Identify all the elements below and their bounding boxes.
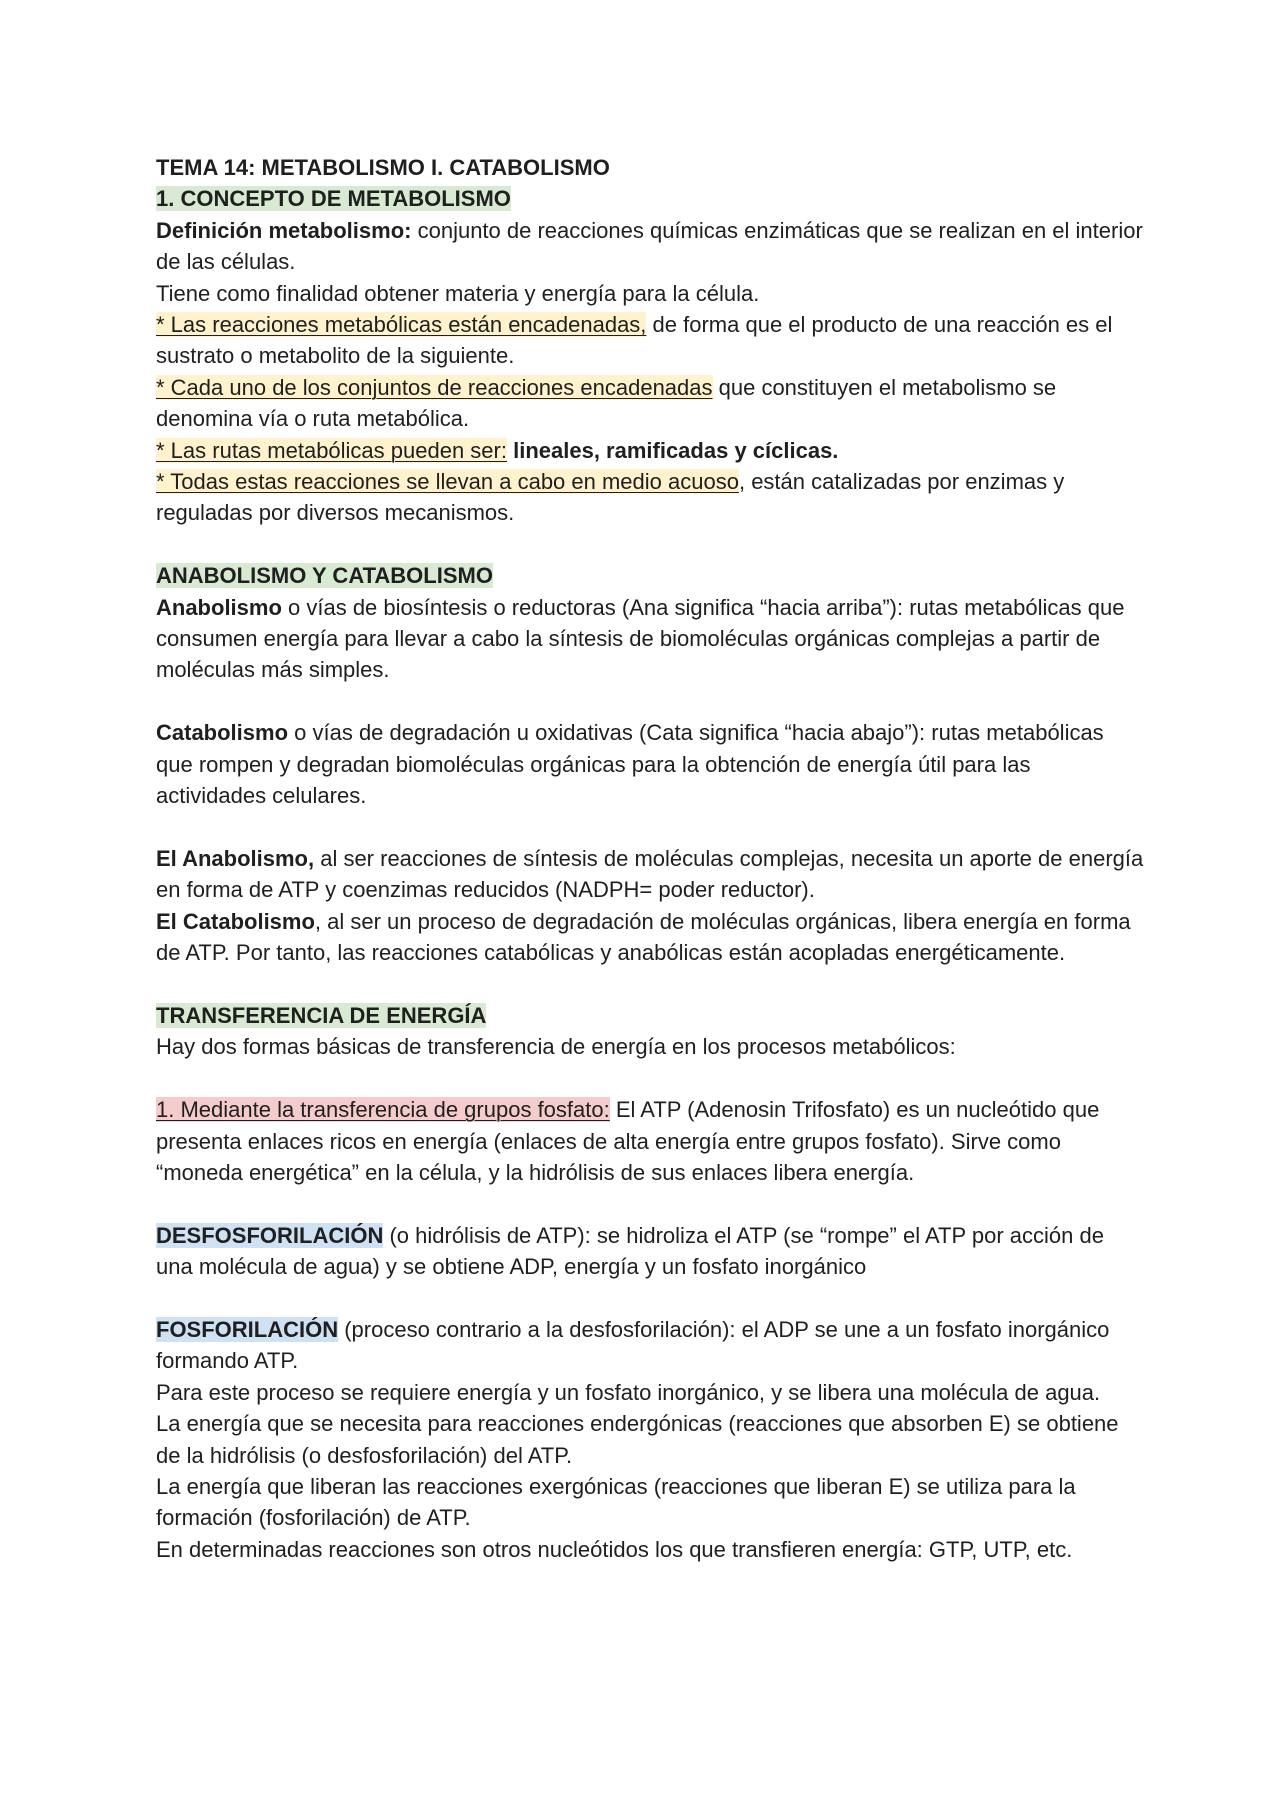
document-page xyxy=(156,152,1146,1565)
el-anabolismo-paragraph xyxy=(156,843,1146,906)
bullet-3-highlight: * Las rutas metabólicas pueden ser: xyxy=(156,437,507,463)
bullet-4-highlight: * Todas estas reacciones se llevan a cabo en medio acuoso xyxy=(156,469,739,495)
el-catabolismo-label: El Catabolismo xyxy=(156,908,315,934)
bullet-1-highlight: * Las reacciones metabólicas están encadenadas, xyxy=(156,312,647,338)
catabolismo-text: o vías de degradación u oxidativas (Cata significa “hacia abajo”): rutas metabólicas que rompen y degradan biomoléculas orgánicas para la obtención de energía útil para las actividades celulares. xyxy=(156,720,1104,809)
bullet-2 xyxy=(156,372,1146,435)
desfosforilacion-text: (o hidrólisis de ATP): se hidroliza el ATP (se “rompe” el ATP por acción de una molécula de agua) y se obtiene ADP, energía y un fosfato inorgánico xyxy=(156,1222,1104,1280)
fosfato-text: El ATP (Adenosin Trifosfato) es un nucleótido que presenta enlaces ricos en energía (enlaces de alta energía entre grupos fosfato). Sirve como “moneda energética” en la célula, y la hidrólisis de sus enlaces libera energía. xyxy=(156,1097,1100,1185)
transferencia-intro: Hay dos formas básicas de transferencia de energía en los procesos metabólicos: xyxy=(156,1034,956,1060)
fosforilacion-line-4: En determinadas reacciones son otros nucleótidos los que transfieren energía: GTP, UTP, etc. xyxy=(156,1536,1073,1562)
el-anabolismo-text: al ser reacciones de síntesis de moléculas complejas, necesita un aporte de energía en forma de ATP y coenzimas reducidos (NADPH= poder reductor). xyxy=(156,845,1144,903)
bullet-1-text: de forma que el producto de una reacción es el sustrato o metabolito de la siguiente. xyxy=(156,312,1113,369)
document-title: TEMA 14: METABOLISMO I. CATABOLISMO xyxy=(156,155,610,180)
fosfato-highlight: 1. Mediante la transferencia de grupos fosfato: xyxy=(156,1097,610,1123)
bullet-3 xyxy=(156,435,1146,466)
definition-label: Definición metabolismo: xyxy=(156,217,412,243)
anabolismo-paragraph xyxy=(156,592,1146,686)
section-heading-transferencia: TRANSFERENCIA DE ENERGÍA xyxy=(156,1002,487,1028)
section-heading-anabolismo-catabolismo: ANABOLISMO Y CATABOLISMO xyxy=(156,563,493,589)
fosforilacion-line-1: Para este proceso se requiere energía y un fosfato inorgánico, y se libera una molécula de agua. xyxy=(156,1379,1101,1405)
anabolismo-text: o vías de biosíntesis o reductoras (Ana significa “hacia arriba”): rutas metabólicas que consumen energía para llevar a cabo la síntesis de biomoléculas orgánicas complejas a partir de moléculas más simples. xyxy=(156,594,1125,683)
catabolismo-paragraph xyxy=(156,717,1146,811)
definition-paragraph xyxy=(156,215,1146,278)
purpose-line: Tiene como finalidad obtener materia y energía para la célula. xyxy=(156,280,760,306)
bullet-2-highlight: * Cada uno de los conjuntos de reacciones encadenadas xyxy=(156,374,713,400)
el-catabolismo-paragraph xyxy=(156,906,1146,969)
definition-text: conjunto de reacciones químicas enzimáticas que se realizan en el interior de las células. xyxy=(156,217,1143,275)
bullet-4 xyxy=(156,466,1146,529)
desfosforilacion-paragraph xyxy=(156,1220,1146,1283)
bullet-3-bold: lineales, ramificadas y cíclicas. xyxy=(506,437,839,463)
fosfato-paragraph xyxy=(156,1094,1146,1188)
anabolismo-label: Anabolismo xyxy=(156,594,282,620)
desfosforilacion-label: DESFOSFORILACIÓN xyxy=(156,1222,384,1248)
catabolismo-label: Catabolismo xyxy=(156,720,289,746)
el-catabolismo-text: , al ser un proceso de degradación de moléculas orgánicas, libera energía en forma de ATP. Por tanto, las reacciones catabólicas y anabólicas están acopladas energéticamente. xyxy=(156,908,1131,966)
bullet-4-text: , están catalizadas por enzimas y reguladas por diversos mecanismos. xyxy=(156,469,1065,526)
fosforilacion-text: (proceso contrario a la desfosforilación): el ADP se une a un fosfato inorgánico formando ATP. xyxy=(156,1316,1110,1374)
bullet-1 xyxy=(156,309,1146,372)
bullet-2-text: que constituyen el metabolismo se denomina vía o ruta metabólica. xyxy=(156,374,1057,432)
fosforilacion-paragraph xyxy=(156,1314,1146,1377)
fosforilacion-line-3: La energía que liberan las reacciones exergónicas (reacciones que liberan E) se utiliza para la formación (fosforilación) de ATP. xyxy=(156,1473,1076,1531)
section-heading-concepto: 1. CONCEPTO DE METABOLISMO xyxy=(156,186,511,212)
el-anabolismo-label: El Anabolismo, xyxy=(156,845,315,871)
fosforilacion-label: FOSFORILACIÓN xyxy=(156,1316,339,1342)
fosforilacion-line-2: La energía que se necesita para reacciones endergónicas (reacciones que absorben E) se obtiene de la hidrólisis (o desfosforilación) del ATP. xyxy=(156,1411,1119,1468)
